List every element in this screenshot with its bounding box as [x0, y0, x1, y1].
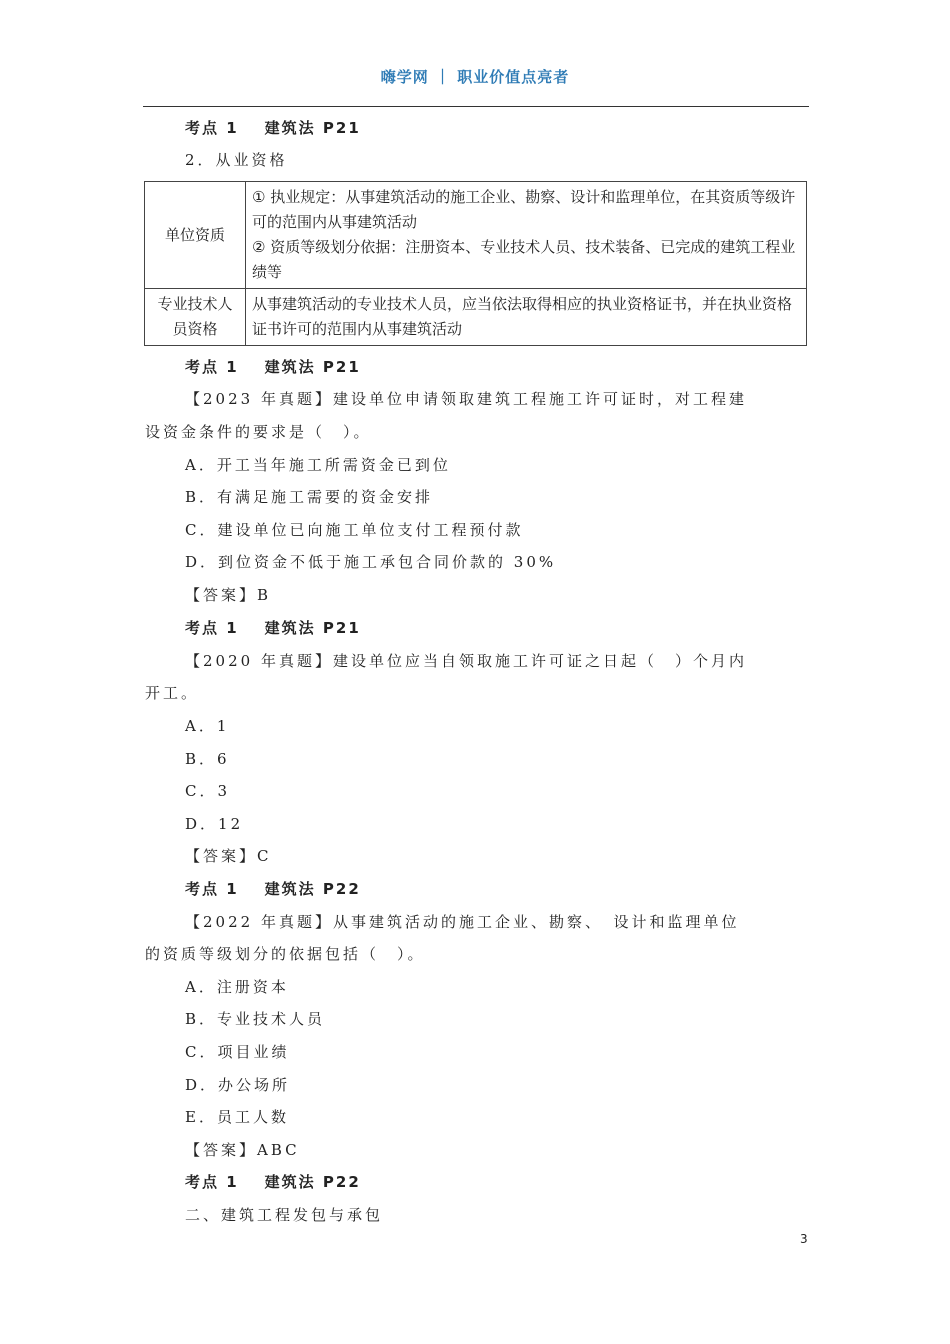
row-content [246, 182, 807, 289]
option-e: E．员工人数 [185, 1108, 289, 1126]
content-line: ① 执业规定：从事建筑活动的施工企业、勘察、设计和监理单位，在其资质等级许可的范围内从事建筑活动 [252, 188, 796, 231]
section-subheading: 二、建筑工程发包与承包 [185, 1206, 384, 1224]
table-row [145, 182, 807, 289]
option-d: D．12 [185, 815, 244, 833]
kaodian-heading [185, 117, 361, 138]
kaodian-heading [185, 878, 361, 899]
option-d: D．办公场所 [185, 1076, 291, 1094]
kaodian-label: 考点 1 [185, 880, 239, 898]
content-line: 从事建筑活动的专业技术人员，应当依法取得相应的执业资格证书，并在执业资格证书许可的范围内从事建筑活动 [252, 295, 793, 338]
question-stem: 【2023 年真题】建设单位申请领取建筑工程施工许可证时，对工程建 [185, 390, 747, 408]
row-header: 单位资质 [145, 182, 246, 289]
row-header: 专业技术人员资格 [145, 289, 246, 346]
option-d: D．到位资金不低于施工承包合同价款的 30% [185, 553, 557, 571]
option-b: B．6 [185, 750, 230, 768]
question-stem: 设资金条件的要求是（ ）。 [145, 423, 372, 441]
answer: 【答案】C [185, 847, 272, 865]
kaodian-label: 考点 1 [185, 619, 239, 637]
answer: 【答案】B [185, 586, 272, 604]
kaodian-heading [185, 356, 361, 377]
kaodian-title: 建筑法 P22 [264, 1173, 361, 1191]
option-b: B．专业技术人员 [185, 1010, 326, 1028]
option-c: C．项目业绩 [185, 1043, 290, 1061]
option-a: A．开工当年施工所需资金已到位 [185, 456, 451, 474]
option-c: C．建设单位已向施工单位支付工程预付款 [185, 521, 524, 539]
kaodian-label: 考点 1 [185, 1173, 239, 1191]
page-header: 嗨学网 ｜ 职业价值点亮者 [380, 68, 570, 86]
kaodian-heading [185, 1171, 361, 1192]
question-stem: 【2020 年真题】建设单位应当自领取施工许可证之日起（ ）个月内 [185, 652, 747, 670]
content-line: ② 资质等级划分依据：注册资本、专业技术人员、技术装备、已完成的建筑工程业绩等 [252, 238, 796, 281]
answer: 【答案】ABC [185, 1141, 300, 1159]
kaodian-title: 建筑法 P21 [264, 619, 361, 637]
section-subheading: 2．从业资格 [185, 151, 288, 169]
qualification-table [144, 181, 807, 346]
kaodian-heading [185, 617, 361, 638]
question-stem: 开工。 [145, 684, 200, 702]
question-stem: 【2022 年真题】从事建筑活动的施工企业、勘察、 设计和监理单位 [185, 913, 740, 931]
option-c: C．3 [185, 782, 231, 800]
header-divider [143, 106, 809, 107]
row-content [246, 289, 807, 346]
option-a: A．1 [185, 717, 230, 735]
kaodian-label: 考点 1 [185, 119, 239, 137]
kaodian-title: 建筑法 P21 [264, 119, 361, 137]
option-a: A．注册资本 [185, 978, 289, 996]
option-b: B．有满足施工需要的资金安排 [185, 488, 434, 506]
question-stem: 的资质等级划分的依据包括（ ）。 [145, 945, 426, 963]
page-number: 3 [800, 1232, 808, 1246]
kaodian-label: 考点 1 [185, 358, 239, 376]
kaodian-title: 建筑法 P21 [264, 358, 361, 376]
table-row [145, 289, 807, 346]
kaodian-title: 建筑法 P22 [264, 880, 361, 898]
